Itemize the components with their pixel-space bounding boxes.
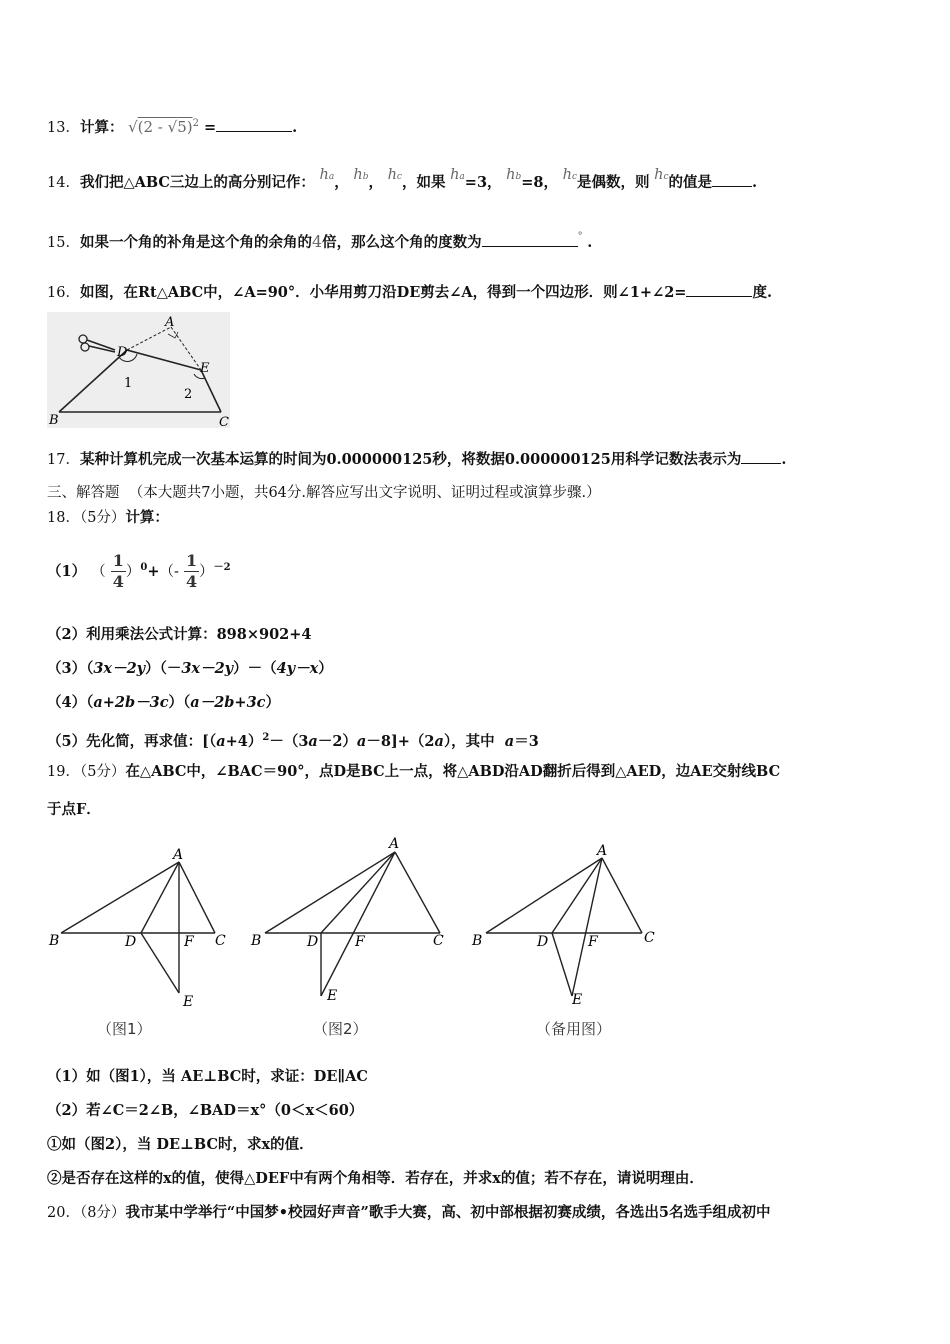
fig3-label-e: E <box>572 992 583 1008</box>
question-number: 14． <box>47 175 80 191</box>
fig3-label-a: A <box>597 843 608 859</box>
q19-part-1: （1）如（图1），当 AE⊥BC时，求证：DE∥AC <box>47 1068 368 1085</box>
fig3-label-c: C <box>644 930 655 946</box>
question-number: 17． <box>47 452 80 468</box>
figure-q16 <box>47 312 230 428</box>
fig3-label-d: D <box>537 934 549 950</box>
q19-part-2b: ②是否存在这样的x的值，使得△DEF中有两个角相等．若存在，并求x的值；若不存在，请说明理由． <box>47 1170 704 1187</box>
equals-sign: = <box>198 119 217 136</box>
fig2-label-d: D <box>307 934 319 950</box>
section-heading <box>47 483 601 503</box>
question-score: （5分） <box>79 510 126 526</box>
h-a-2: ha <box>450 167 465 183</box>
section-title: 三、解答题 <box>47 485 120 501</box>
fig2-label-c: C <box>433 933 444 949</box>
fig1-label-b: B <box>49 933 60 949</box>
h-c: hc <box>387 167 402 183</box>
question-14: 14．我们把△ABC三边上的高分别记作： ha， hb， hc，如果 ha=3， hb=8， hc是偶数，则 hc的值是 . <box>47 167 758 191</box>
fig3-label-f: F <box>588 934 598 950</box>
answer-blank <box>741 449 781 464</box>
question-text: 如果一个角的补角是这个角的余角的 <box>79 234 312 251</box>
q18-part-1: （1） （ $\frac{1}{4}$ ）$^0$+（- $\frac{1}{4}$ ）$^{-2}$ <box>47 551 231 592</box>
fraction-neg-quarter: $\frac{1}{4}$ <box>185 551 198 592</box>
label-c: C <box>219 415 229 428</box>
label-e: E <box>200 361 210 376</box>
answer-blank <box>482 232 578 247</box>
fig1-label-a: A <box>173 847 184 863</box>
q18-part-4: （4）（a+2b－3c）（a－2b+3c） <box>47 694 280 711</box>
figure-2-diagram <box>245 830 455 1046</box>
question-20 <box>47 1203 770 1223</box>
question-16: 16．如图，在Rt△ABC中，∠A=90°．小华用剪刀沿DE剪去∠A，得到一个四边形．则∠1+∠2= 度. <box>47 284 773 301</box>
q19-part-2: （2）若∠C＝2∠B，∠BAD＝x°（0＜x＜60） <box>47 1102 364 1119</box>
fraction-one-quarter: $\frac{1}{4}$ <box>112 551 124 592</box>
fig2-label-f: F <box>355 934 365 950</box>
question-number: 13． <box>47 120 80 136</box>
label-b: B <box>49 413 59 428</box>
question-text: 我们把△ABC三边上的高分别记作： <box>79 174 315 191</box>
question-number: 20． <box>47 1205 80 1221</box>
fig2-label-a: A <box>389 836 400 852</box>
label-d: D <box>117 345 128 360</box>
question-number: 15． <box>47 235 80 251</box>
answer-blank <box>686 282 752 297</box>
question-text: 某种计算机完成一次基本运算的时间为0.000000125秒，将数据0.000000125用科学记数法表示为 <box>79 451 742 468</box>
question-number: 18． <box>47 510 80 526</box>
q18-part-3: （3）（3x－2y）（－3x－2y）－（4y－x） <box>47 660 333 677</box>
fig1-label-f: F <box>184 934 194 950</box>
fig1-label-c: C <box>215 933 226 949</box>
question-score: （8分） <box>79 1205 126 1221</box>
h-b: hb <box>353 167 369 183</box>
question-13: 13．计算： √(2 - √5)$^2$ = . <box>47 118 298 136</box>
question-text: 在△ABC中，∠BAC＝90°，点D是BC上一点，将△ABD沿AD翻折后得到△AED，边AE交射线BC <box>125 763 781 780</box>
q19-part-2a: ①如（图2），当 DE⊥BC时，求x的值． <box>47 1136 314 1153</box>
fig1-label-e: E <box>183 994 194 1010</box>
question-text: 计算： <box>125 509 169 526</box>
question-17: 17．某种计算机完成一次基本运算的时间为0.000000125秒，将数据0.000000125用科学记数法表示为 . <box>47 451 787 468</box>
label-a: A <box>165 315 175 330</box>
figure-1-diagram <box>45 840 245 1046</box>
fig1-caption: （图1） <box>97 1020 152 1038</box>
answer-blank <box>712 172 752 187</box>
question-number: 19． <box>47 764 80 780</box>
question-text: 计算： <box>79 119 124 136</box>
scissors-icon <box>79 335 115 352</box>
answer-blank <box>216 117 292 132</box>
h-c-3: hc <box>654 167 669 183</box>
triangle-cut-diagram <box>47 312 230 428</box>
h-a: ha <box>319 167 335 183</box>
question-18 <box>47 508 169 528</box>
fig2-label-b: B <box>251 933 262 949</box>
h-b-2: hb <box>506 167 522 183</box>
question-15: 15．如果一个角的补角是这个角的余角的4倍，那么这个角的度数为 ° . <box>47 231 593 251</box>
question-19 <box>47 762 780 782</box>
figure-3-diagram <box>466 836 676 1046</box>
angle-label-1: 1 <box>124 376 133 391</box>
sqrt-expression: √(2 - √5)$^2$ <box>128 118 199 136</box>
fig1-label-d: D <box>125 934 137 950</box>
section-description: （本大题共7小题，共64分.解答应写出文字说明、证明过程或演算步骤.） <box>128 485 601 501</box>
q18-part-2: （2）利用乘法公式计算：898×902+4 <box>47 626 312 643</box>
question-text: 我市某中学举行“中国梦•校园好声音”歌手大赛，高、初中部根据初赛成绩，各选出5名选手组成初中 <box>125 1204 771 1221</box>
question-text: 如图，在Rt△ABC中，∠A=90°．小华用剪刀沿DE剪去∠A，得到一个四边形．则∠1+∠2= <box>79 284 687 301</box>
q18-part-5: （5）先化简，再求值：$[(a+4)^2-(3a-2)a-8]+(2a)$，其中 a＝3 <box>47 732 539 750</box>
question-score: （5分） <box>79 764 126 780</box>
question-19-cont: 于点F． <box>47 801 101 818</box>
fig3-caption: （备用图） <box>536 1020 612 1038</box>
question-number: 16． <box>47 285 80 301</box>
angle-label-2: 2 <box>184 387 193 402</box>
h-c-2: hc <box>562 167 578 183</box>
degree-symbol: ° <box>577 231 583 242</box>
fig2-label-e: E <box>327 988 338 1004</box>
fig3-label-b: B <box>472 933 483 949</box>
fig2-caption: （图2） <box>313 1020 368 1038</box>
